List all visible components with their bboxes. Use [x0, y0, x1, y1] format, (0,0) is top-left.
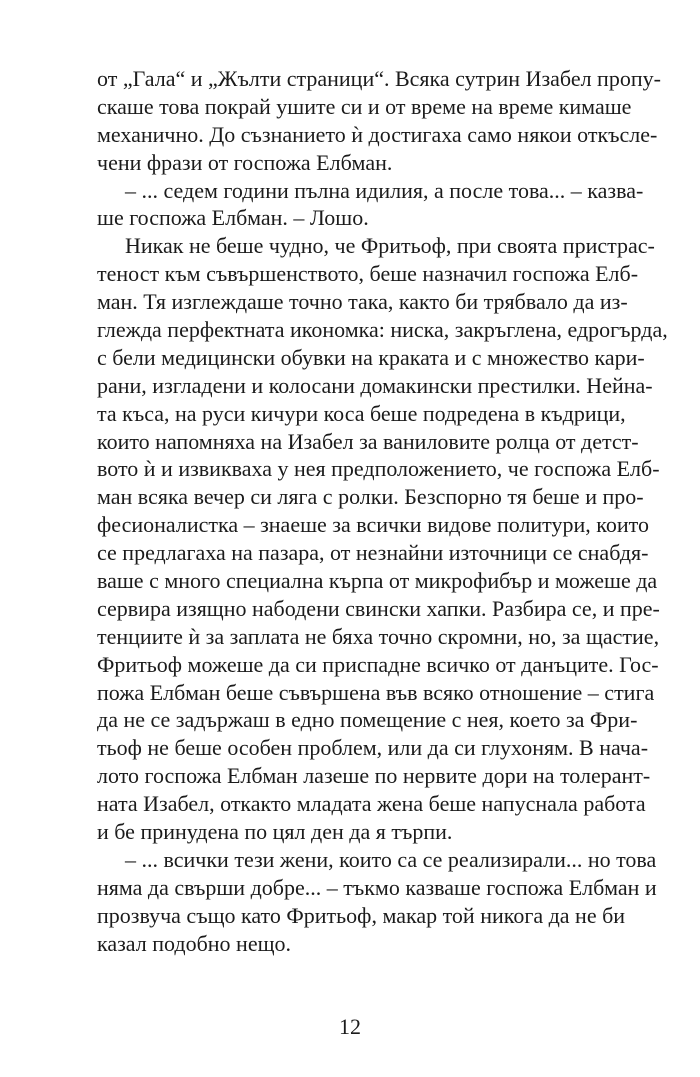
text-line: се предлагаха на пазара, от незнайни източници се снабдя- — [97, 540, 649, 566]
text-line: тьоф не беше особен проблем, или да си глухоням. В нача- — [97, 735, 649, 761]
text-line: – ... седем години пълна идилия, а после това... – казва- — [125, 177, 644, 203]
text-line: теност към съвършенството, беше назначил госпожа Елб- — [97, 261, 639, 287]
text-line: чени фрази от госпожа Елбман. — [97, 149, 393, 175]
text-line: ната Изабел, откакто младата жена беше напуснала работа — [97, 791, 646, 817]
text-line: сервира изящно набодени свински хапки. Разбира се, и пре- — [97, 595, 660, 621]
text-line: с бели медицински обувки на краката и с множество кари- — [97, 344, 645, 370]
text-line: глежда перфектната икономка: ниска, закръглена, едрогърда, — [97, 317, 668, 343]
text-line: Фритьоф можеше да си приспадне всичко от данъците. Гос- — [97, 651, 659, 677]
page-number: 12 — [339, 1014, 361, 1039]
text-line: – ... всички тези жени, които са се реализирали... но това — [125, 846, 657, 872]
text-line: от „Гала“ и „Жълти страници“. Всяка сутрин Изабел пропу- — [97, 66, 661, 91]
text-line: механично. До съзнанието ѝ достигаха само някои откъсле- — [97, 121, 658, 147]
body-text — [97, 65, 668, 958]
text-line: казал подобно нещо. — [97, 930, 292, 956]
text-line: прозвуча също като Фритьоф, макар той никога да не би — [97, 902, 626, 928]
text-line: вото ѝ и извикваха у нея предположението, че госпожа Елб- — [97, 456, 660, 482]
paragraph — [97, 65, 661, 177]
text-line: фесионалистка – знаеше за всички видове политури, които — [97, 512, 649, 538]
text-line: ман всяка вечер си ляга с ролки. Безспорно тя беше и про- — [97, 484, 644, 510]
paragraph — [97, 232, 668, 846]
text-line: ман. Тя изглеждаше точно така, както би трябвало да из- — [97, 289, 628, 315]
paragraph — [97, 846, 657, 958]
text-line: ваше с много специална кърпа от микрофибър и можеше да — [97, 568, 658, 594]
text-line: да не се задържаш в едно помещение с нея, което за Фри- — [97, 707, 638, 733]
text-line: които напомняха на Изабел за ваниловите ролца от детст- — [97, 428, 639, 454]
text-line: и бе принудена по цял ден да я търпи. — [97, 819, 453, 845]
text-line: Никак не беше чудно, че Фритьоф, при своята пристрас- — [125, 233, 655, 259]
text-line: тенциите ѝ за заплата не бяха точно скромни, но, за щастие, — [97, 623, 660, 649]
text-line: та къса, на руси кичури коса беше подредена в къдрици, — [97, 400, 626, 426]
text-line: пожа Елбман беше съвършена във всяко отношение – стига — [97, 679, 655, 705]
text-line: ше госпожа Елбман. – Лошо. — [97, 205, 369, 231]
text-line: рани, изгладени и колосани домакински престилки. Нейна- — [97, 372, 653, 398]
paragraph — [97, 177, 644, 233]
text-line: няма да свърши добре... – тъкмо казваше госпожа Елбман и — [97, 874, 657, 900]
text-line: лото госпожа Елбман лазеше по нервите дори на толерант- — [97, 763, 651, 789]
text-line: скаше това покрай ушите си и от време на време кимаше — [97, 93, 632, 119]
